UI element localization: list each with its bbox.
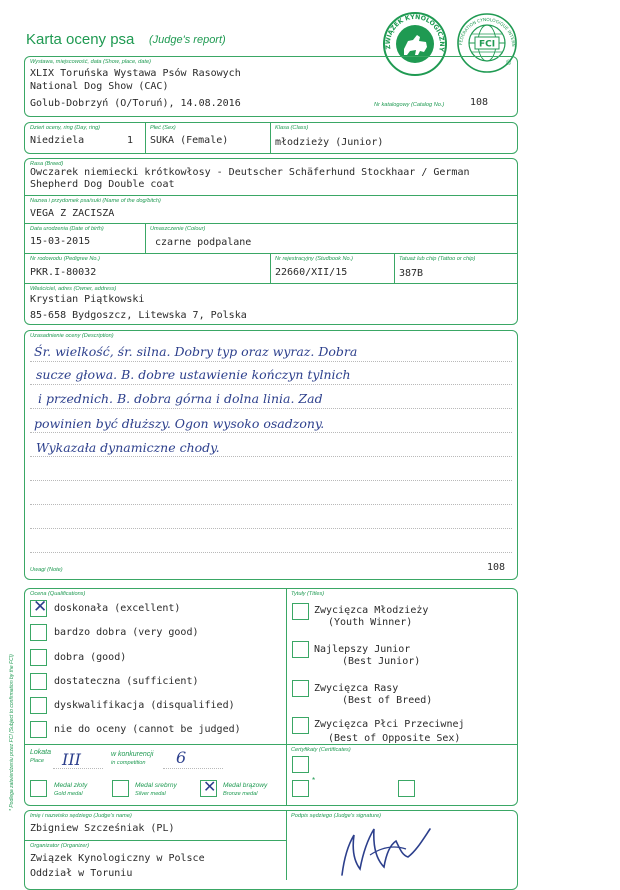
birth-value: 15-03-2015 bbox=[30, 236, 91, 247]
organizer-line-2: Oddział w Toruniu bbox=[30, 868, 133, 879]
title-2-line-2: (Best Junior) bbox=[342, 656, 421, 667]
certificate-checkbox-2[interactable] bbox=[292, 780, 309, 797]
breed-line-2: Shepherd Dog Double coat bbox=[30, 179, 175, 190]
description-line-3: i przednich. B. dobra górna i dolna linia. Zad bbox=[38, 391, 323, 406]
note-number: 108 bbox=[487, 562, 506, 573]
certificates-label: Certyfikaty (Certificates) bbox=[291, 747, 351, 753]
disqualified-checkbox[interactable] bbox=[30, 697, 47, 714]
competition-label-en: in competition bbox=[111, 760, 146, 766]
title-1-line-1: Zwycięzca Młodzieży bbox=[314, 605, 429, 616]
show-line-3: Golub-Dobrzyń (O/Toruń), 14.08.2016 bbox=[30, 98, 241, 109]
best-of-breed-checkbox[interactable] bbox=[292, 680, 309, 697]
fci-center-text: FCI bbox=[478, 39, 496, 50]
qualifications-box bbox=[24, 588, 518, 806]
silver-medal-checkbox[interactable] bbox=[112, 780, 129, 797]
place-label-en: Place bbox=[30, 758, 44, 764]
qualification-option-5: dyskwalifikacja (disqualified) bbox=[54, 700, 235, 711]
colour-value: czarne podpalane bbox=[155, 237, 252, 248]
show-line-2: National Dog Show (CAC) bbox=[30, 81, 169, 92]
place-label: Lokata bbox=[30, 749, 52, 756]
certificate-checkbox-1[interactable] bbox=[292, 756, 309, 773]
bronze-medal-label: Medal brązowy bbox=[223, 782, 268, 789]
gold-medal-checkbox[interactable] bbox=[30, 780, 47, 797]
sex-label: Płeć (Sex) bbox=[150, 125, 176, 131]
pedigree-label: Nr rodowodu (Pedigree No.) bbox=[30, 256, 100, 262]
owner-label: Właściciel, adres (Owner, address) bbox=[30, 286, 117, 292]
silver-medal-label: Medal srebrny bbox=[135, 782, 177, 789]
competition-label: w konkurencji bbox=[111, 751, 154, 758]
qualification-option-2: bardzo dobra (very good) bbox=[54, 627, 199, 638]
owner-line-2: 85-658 Bydgoszcz, Litewska 7, Polska bbox=[30, 310, 247, 321]
sufficient-checkbox[interactable] bbox=[30, 673, 47, 690]
youth-winner-checkbox[interactable] bbox=[292, 603, 309, 620]
cannot-be-judged-checkbox[interactable] bbox=[30, 721, 47, 738]
certificate-star: * bbox=[312, 776, 316, 785]
description-line-1: Śr. wielkość, śr. silna. Dobry typ oraz wyraz. Dobra bbox=[34, 344, 358, 359]
title-1-line-2: (Youth Winner) bbox=[328, 617, 413, 628]
show-line-1: XLIX Toruńska Wystawa Psów Rasowych bbox=[30, 68, 241, 79]
ring-value: 1 bbox=[127, 135, 134, 146]
tattoo-label: Tatuaż lub chip (Tattoo or chip) bbox=[399, 256, 476, 262]
studbook-value: 22660/XII/15 bbox=[275, 267, 348, 278]
title-4-line-1: Zwycięzca Płci Przeciwnej bbox=[314, 719, 465, 730]
place-value: III bbox=[62, 750, 81, 769]
judge-value: Zbigniew Szcześniak (PL) bbox=[30, 823, 175, 834]
bronze-medal-label-en: Bronze medal bbox=[223, 791, 258, 797]
judge-label: Imię i nazwisko sędziego (Judge's name) bbox=[30, 813, 132, 819]
qualification-option-6: nie do oceny (cannot be judged) bbox=[54, 724, 241, 735]
birth-label: Data urodzenia (Date of birth) bbox=[30, 226, 104, 232]
good-checkbox[interactable] bbox=[30, 649, 47, 666]
qualifications-label: Ocena (Qualifications) bbox=[30, 591, 86, 597]
tattoo-value: 387B bbox=[399, 268, 424, 279]
description-line-5: Wykazała dynamiczne chody. bbox=[36, 440, 220, 455]
class-label: Klasa (Class) bbox=[275, 125, 309, 131]
day-value: Niedziela bbox=[30, 135, 85, 146]
gold-medal-label-en: Gold medal bbox=[54, 791, 83, 797]
best-opposite-sex-checkbox[interactable] bbox=[292, 717, 309, 734]
judge-signature bbox=[330, 815, 450, 877]
owner-line-1: Krystian Piątkowski bbox=[30, 294, 145, 305]
title-3-line-1: Zwycięzca Rasy bbox=[314, 683, 399, 694]
organizer-label: Organizator (Organizer) bbox=[30, 843, 90, 849]
show-label: Wystawa, miejscowość, data (Show, place, date) bbox=[30, 59, 151, 65]
catalog-number: 108 bbox=[470, 97, 489, 108]
colour-label: Umaszczenie (Colour) bbox=[150, 226, 206, 232]
certificate-checkbox-3[interactable] bbox=[398, 780, 415, 797]
side-note: * Podlega zatwierdzeniu przez FCI (Subject to confirmation by the FCI) bbox=[9, 654, 15, 811]
competition-value: 6 bbox=[176, 748, 187, 767]
studbook-label: Nr rejestracyjny (Studbook No.) bbox=[275, 256, 354, 262]
dog-name-label: Nazwa i przydomek psa/suki (Name of the dog/bitch) bbox=[30, 198, 161, 204]
description-line-2: sucze głowa. B. dobre ustawienie kończyn tylnich bbox=[36, 367, 351, 382]
silver-medal-label-en: Silver medal bbox=[135, 791, 166, 797]
fci-ring-text: FEDERATION CYNOLOGIQUE INTERN bbox=[458, 17, 516, 47]
page-subtitle: (Judge's report) bbox=[149, 34, 226, 46]
dog-name-value: VEGA Z ZACISZA bbox=[30, 208, 115, 219]
registered-mark-icon: ® bbox=[506, 60, 512, 67]
day-label: Dzień oceny, ring (Day, ring) bbox=[30, 125, 101, 131]
note-label: Uwagi (Note) bbox=[30, 567, 63, 573]
breed-line-1: Owczarek niemiecki krótkowłosy - Deutscher Schäferhund Stockhaar / German bbox=[30, 167, 470, 178]
organizer-line-1: Związek Kynologiczny w Polsce bbox=[30, 853, 205, 864]
pedigree-value: PKR.I-80032 bbox=[30, 267, 97, 278]
best-junior-checkbox[interactable] bbox=[292, 641, 309, 658]
gold-medal-label: Medal złoty bbox=[54, 782, 88, 789]
title-2-line-1: Najlepszy Junior bbox=[314, 644, 411, 655]
title-3-line-2: (Best of Breed) bbox=[342, 695, 433, 706]
breed-label: Rasa (Breed) bbox=[30, 161, 64, 167]
description-label: Uzasadnienie oceny (Description) bbox=[30, 333, 114, 339]
qualification-option-3: dobra (good) bbox=[54, 652, 127, 663]
class-value: młodzieży (Junior) bbox=[275, 137, 384, 148]
qualification-option-4: dostateczna (sufficient) bbox=[54, 676, 199, 687]
catalog-label: Nr katalogowy (Catalog No.) bbox=[374, 102, 445, 108]
very-good-checkbox[interactable] bbox=[30, 624, 47, 641]
titles-label: Tytuły (Titles) bbox=[291, 591, 325, 597]
excellent-check-mark: ✕ bbox=[33, 597, 48, 617]
logo-ring-text: ZWIĄZEK KYNOLOGICZNY bbox=[384, 13, 446, 53]
page-title: Karta oceny psa bbox=[26, 31, 135, 48]
description-line-4: powinien być dłuższy. Ogon wysoko osadzony. bbox=[34, 416, 325, 431]
sex-value: SUKA (Female) bbox=[150, 135, 229, 146]
signature-label: Podpis sędziego (Judge's signature) bbox=[291, 813, 381, 819]
title-4-line-2: (Best of Opposite Sex) bbox=[328, 733, 461, 744]
bronze-check-mark: ✕ bbox=[203, 777, 217, 796]
qualification-option-1: doskonała (excellent) bbox=[54, 603, 181, 614]
